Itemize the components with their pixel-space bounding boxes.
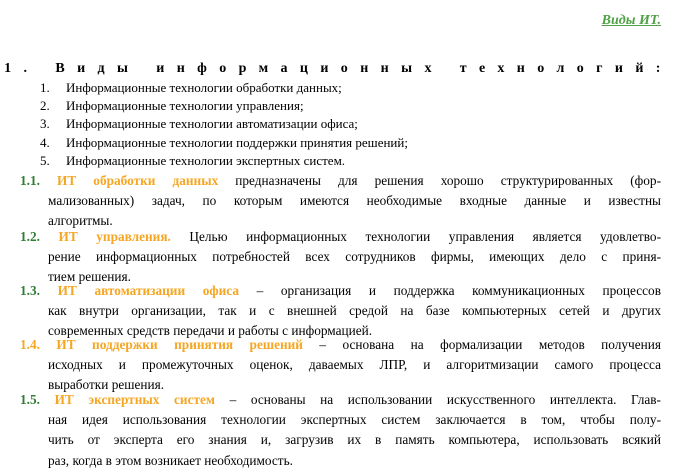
- section-number: 1.1.: [20, 173, 40, 188]
- section-data-processing: 1.1. ИТ обработки данных предназначены для решения хорошо структурированных (фор- мализованных) задач, по которым имеются необходимые входные данные и известны алгоритмы.: [20, 173, 662, 229]
- section-heading: 1. Виды информационных технологий:: [4, 61, 673, 76]
- section-expert-systems: 1.5. ИТ экспертных систем – основаны на использовании искусственного интеллекта. Глав- ная идея использования технологии экспертных систем заключается в том, чтобы полу- чить от эксперта его знания и, загрузив их в память компьютера, использовать всякий раз, когда в этом возникает необходимость.: [20, 392, 661, 468]
- section-title: ИТ управления.: [58, 229, 171, 244]
- section-number: 1.2.: [20, 229, 40, 244]
- section-number: 1.5.: [20, 392, 40, 407]
- section-number: 1.4.: [20, 337, 40, 352]
- section-title: ИТ автоматизации офиса: [57, 283, 239, 298]
- section-office-automation: 1.3. ИТ автоматизации офиса – организация и поддержка коммуникационных процессов как внутри организации, так и с внешней средой на базе компьютерных сетей и других современных средств передачи и работы с информацией.: [20, 283, 661, 339]
- list-item: 4. Информационные технологии поддержки принятия решений;: [40, 134, 408, 150]
- list-item: 1. Информационные технологии обработки данных;: [40, 80, 342, 95]
- it-types-list: [40, 79, 408, 170]
- section-title: ИТ поддержки принятия решений: [56, 337, 303, 352]
- section-title: ИТ экспертных систем: [54, 392, 215, 407]
- section-title: ИТ обработки данных: [57, 173, 219, 188]
- section-management: 1.2. ИТ управления. Целью информационных технологии управления является удовлетво- рение информационных потребностей всех сотрудников фирмы, имеющих дело с приня- тием решения.: [20, 229, 661, 285]
- list-item: 3. Информационные технологии автоматизации офиса;: [40, 116, 358, 132]
- types-of-it-link[interactable]: Виды ИТ.: [601, 13, 661, 28]
- section-number: 1.3.: [20, 283, 40, 298]
- list-item: 5. Информационные технологии экспертных систем.: [40, 152, 346, 168]
- list-item: 2. Информационные технологии управления;: [40, 98, 304, 114]
- section-decision-support: 1.4. ИТ поддержки принятия решений – основана на формализации методов получения исходных и промежуточных оценок, даваемых ЛПР, и алгоритмизации самого процесса выработки решения.: [20, 337, 661, 393]
